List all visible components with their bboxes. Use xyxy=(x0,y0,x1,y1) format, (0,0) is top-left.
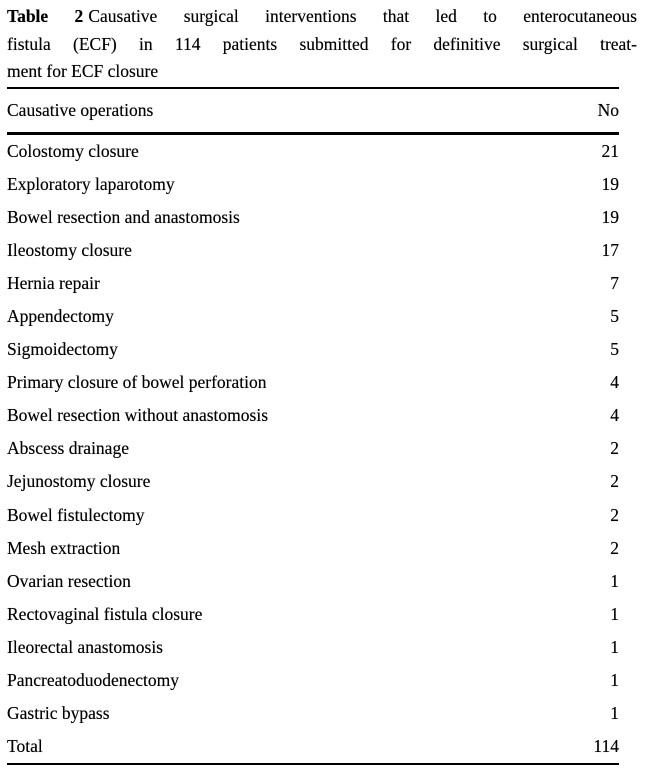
count-cell: 19 xyxy=(601,173,619,194)
operation-cell: Colostomy closure xyxy=(7,140,139,161)
table-row xyxy=(7,399,619,432)
count-cell: 1 xyxy=(610,703,619,724)
table-row xyxy=(7,465,619,498)
count-cell: 1 xyxy=(610,570,619,591)
count-cell: 2 xyxy=(610,471,619,492)
table-row xyxy=(7,565,619,598)
count-cell: 5 xyxy=(610,305,619,326)
count-cell: 4 xyxy=(610,405,619,426)
total-count: 114 xyxy=(593,736,619,757)
count-cell: 2 xyxy=(610,537,619,558)
caption-line-2: fistula (ECF) in 114 patients submitted for definitive surgical treat- xyxy=(7,33,637,54)
count-cell: 7 xyxy=(610,272,619,293)
count-cell: 1 xyxy=(610,670,619,690)
operation-cell: Hernia repair xyxy=(7,272,100,293)
count-cell: 5 xyxy=(610,339,619,360)
table-row xyxy=(7,432,619,465)
count-cell: 2 xyxy=(610,438,619,459)
count-cell: 2 xyxy=(610,504,619,525)
caption-text-1: Causative surgical interventions that led to enterocutaneous xyxy=(88,6,637,26)
total-label: Total xyxy=(7,736,43,757)
operation-cell: Abscess drainage xyxy=(7,438,129,459)
operation-cell: Ileorectal anastomosis xyxy=(7,636,163,657)
operation-cell: Bowel resection and anastomosis xyxy=(7,206,240,227)
table-row-total xyxy=(7,730,619,763)
column-header-count: No xyxy=(597,99,619,120)
table-row xyxy=(7,267,619,300)
operation-cell: Jejunostomy closure xyxy=(7,471,151,492)
table-row xyxy=(7,234,619,267)
table-row xyxy=(7,300,619,333)
table-row xyxy=(7,697,619,730)
count-cell: 1 xyxy=(610,603,619,624)
table-body xyxy=(7,135,619,766)
table-row xyxy=(7,201,619,234)
column-header-operations: Causative operations xyxy=(7,99,154,120)
operation-cell: Appendectomy xyxy=(7,305,114,326)
operation-cell: Sigmoidectomy xyxy=(7,339,118,360)
operation-cell: Ovarian resection xyxy=(7,570,131,591)
count-cell: 4 xyxy=(610,372,619,393)
operation-cell: Rectovaginal fistula closure xyxy=(7,603,203,624)
table-row xyxy=(7,664,619,697)
count-cell: 19 xyxy=(601,206,619,227)
operation-cell: Primary closure of bowel perforation xyxy=(7,372,267,393)
operation-cell: Bowel resection without anastomosis xyxy=(7,405,269,426)
operation-cell: Gastric bypass xyxy=(7,703,110,724)
operation-cell: Mesh extraction xyxy=(7,537,121,558)
count-cell: 17 xyxy=(601,239,619,260)
table-number-label: Table 2 xyxy=(7,6,84,26)
caption-line-3: ment for ECF closure xyxy=(7,61,159,81)
table-header-row xyxy=(7,89,619,135)
table-row xyxy=(7,366,619,399)
table-row xyxy=(7,333,619,366)
table-row xyxy=(7,499,619,532)
count-cell: 1 xyxy=(610,636,619,657)
table-caption xyxy=(7,3,637,86)
table-row xyxy=(7,598,619,631)
data-table xyxy=(7,87,619,766)
operation-cell: Pancreatoduodenectomy xyxy=(7,670,180,690)
count-cell: 21 xyxy=(601,140,619,161)
table-row xyxy=(7,631,619,664)
operation-cell: Ileostomy closure xyxy=(7,239,132,260)
table-row xyxy=(7,168,619,201)
caption-line-1 xyxy=(7,3,637,31)
operation-cell: Bowel fistulectomy xyxy=(7,504,145,525)
table-row xyxy=(7,532,619,565)
operation-cell: Exploratory laparotomy xyxy=(7,173,175,194)
table-row xyxy=(7,135,619,168)
